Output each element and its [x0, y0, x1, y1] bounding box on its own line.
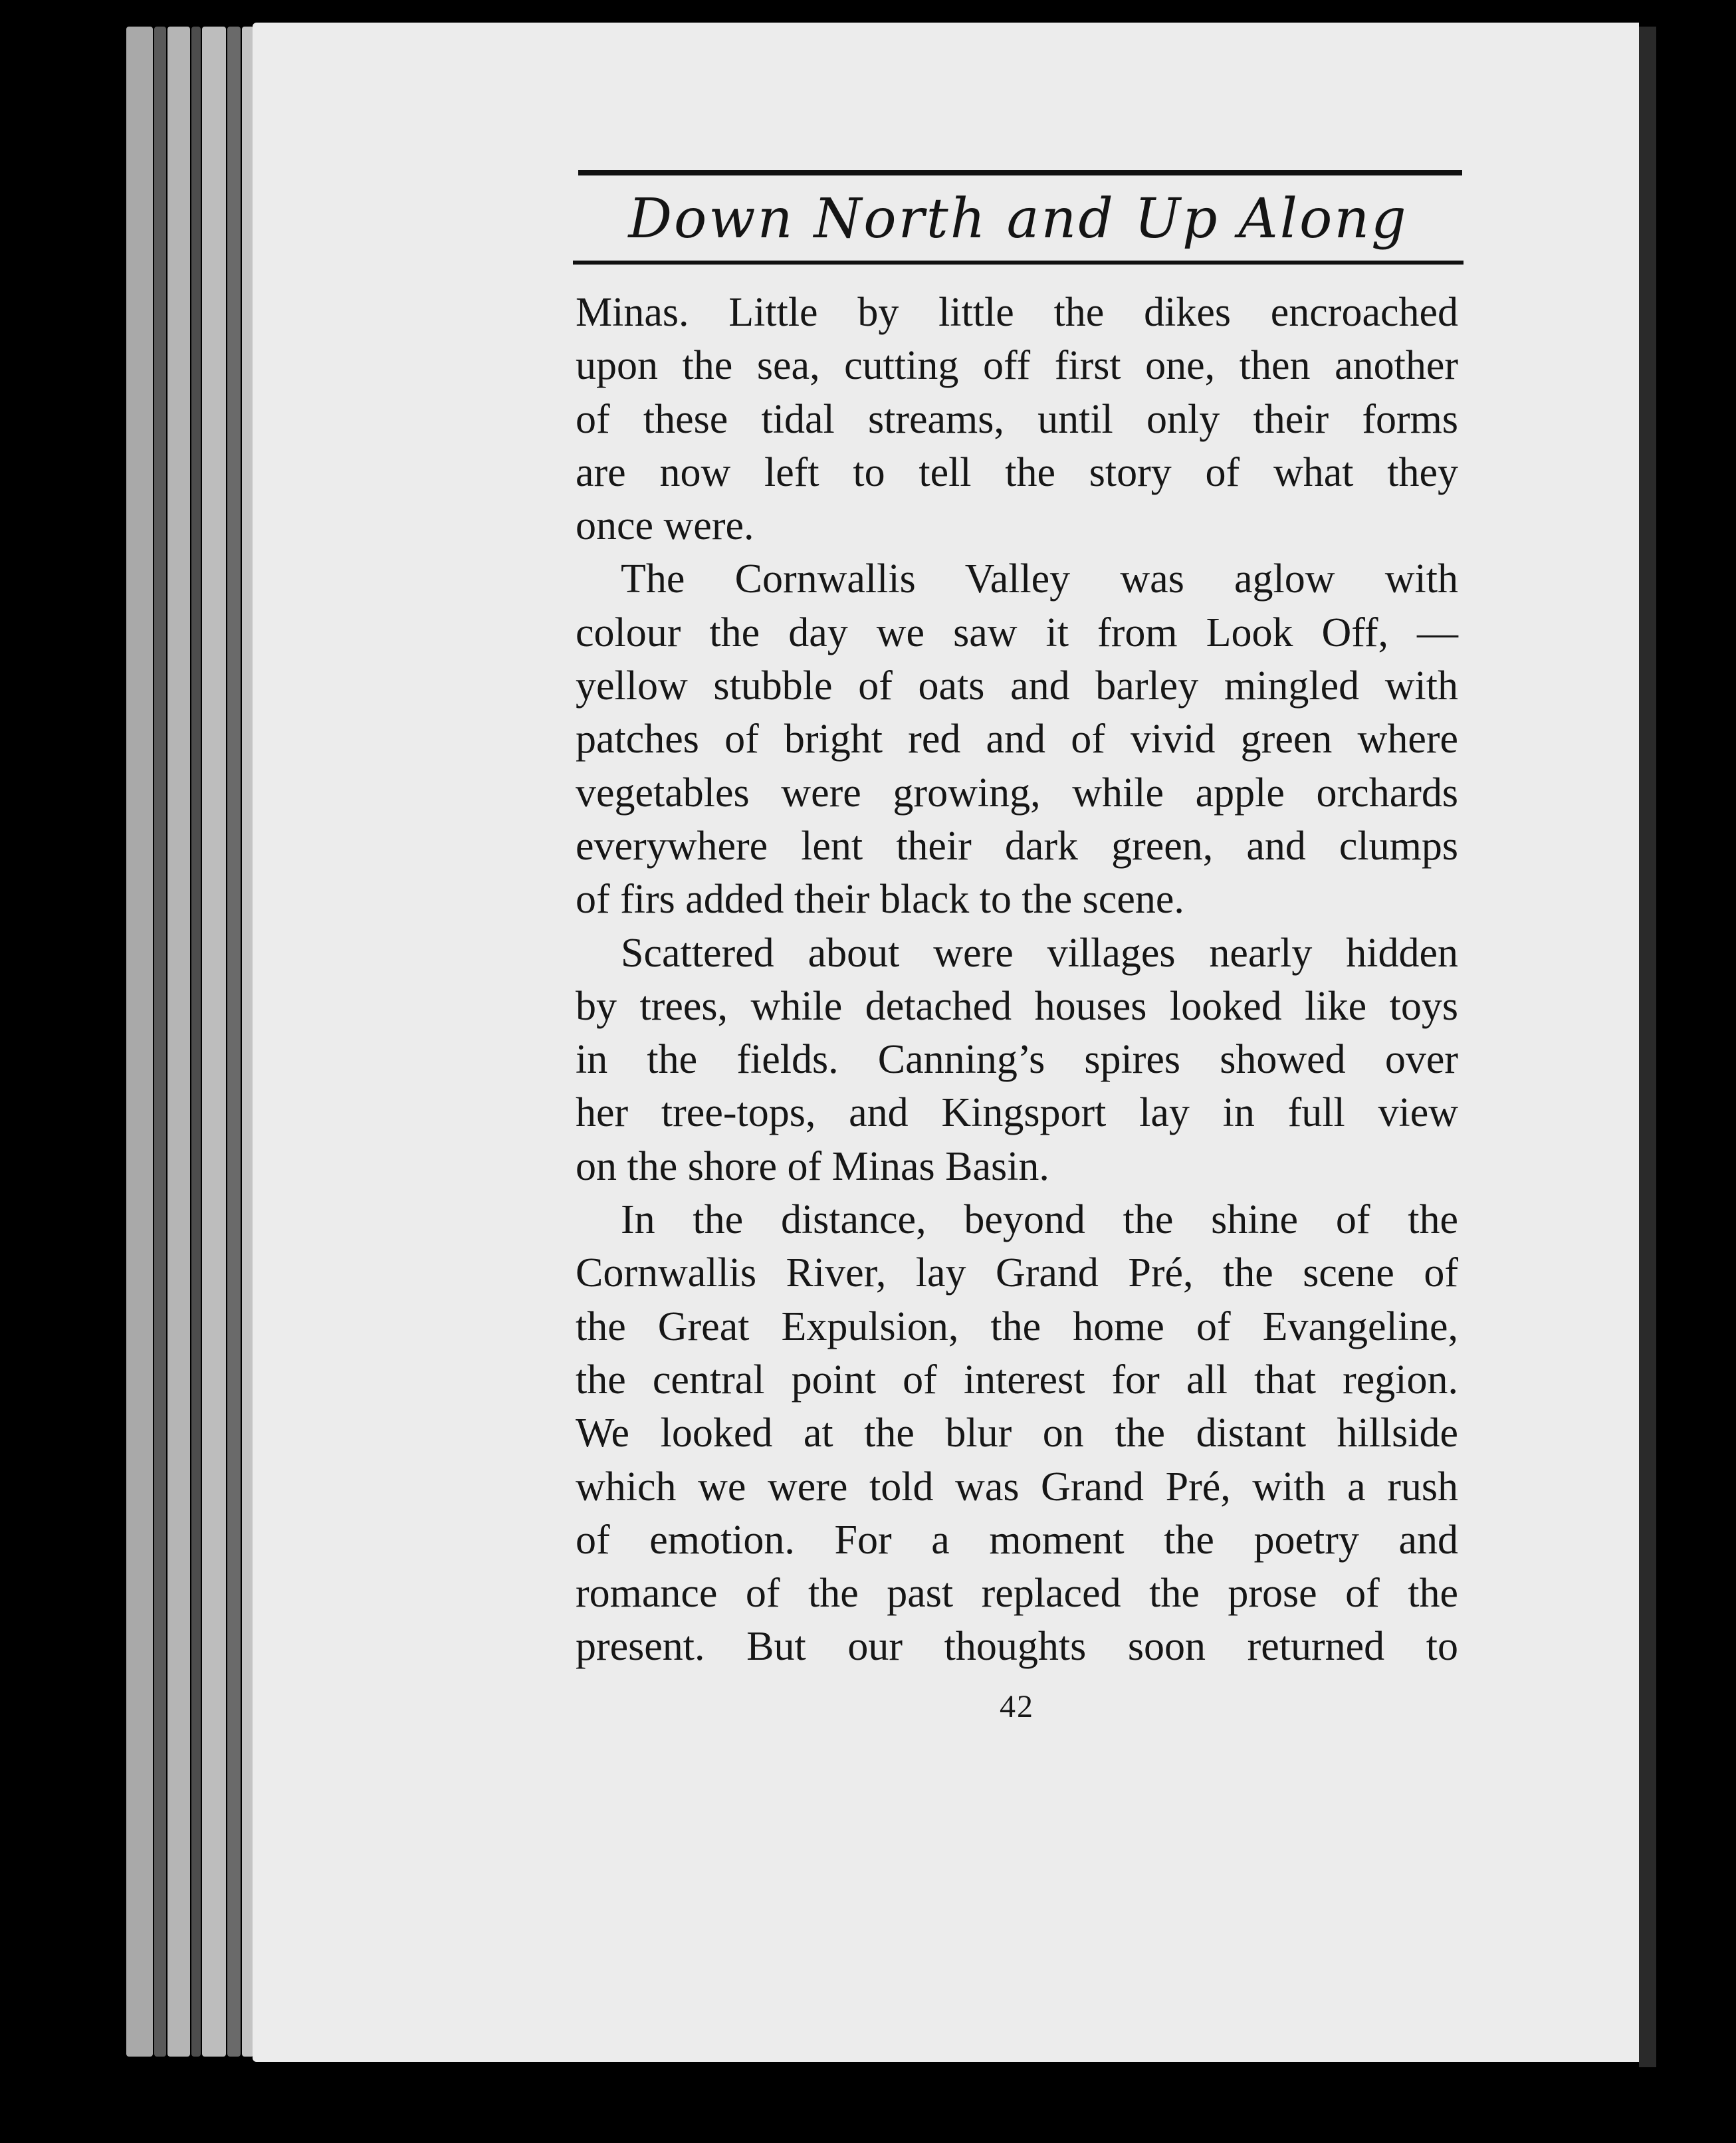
text-line: the Great Expulsion, the home of Evangeline,: [576, 1303, 1458, 1349]
paragraph: [576, 286, 1458, 552]
header-rule-top: [578, 170, 1462, 175]
text-line: on the shore of Minas Basin.: [576, 1143, 1049, 1189]
text-line: by trees, while detached houses looked like toys: [576, 983, 1458, 1029]
page-edge: [167, 27, 190, 2057]
text-line: vegetables were growing, while apple orchards: [576, 770, 1458, 816]
text-line: in the fields. Canning’s spires showed over: [576, 1037, 1458, 1083]
text-line: The Cornwallis Valley was aglow with: [621, 556, 1458, 602]
scan-border: [1656, 27, 1736, 2140]
text-line: of emotion. For a moment the poetry and: [576, 1517, 1458, 1563]
running-head: Down North and Up Along: [628, 187, 1408, 251]
paragraph: [576, 1193, 1458, 1674]
text-line: her tree-tops, and Kingsport lay in full view: [576, 1090, 1458, 1136]
text-line: yellow stubble of oats and barley mingled with: [576, 663, 1458, 709]
header-rule-bottom: [573, 261, 1464, 265]
page-number: 42: [1000, 1689, 1034, 1724]
text-line: present. But our thoughts soon returned to: [576, 1624, 1458, 1670]
page-edge: [191, 27, 201, 2057]
page-edge: [154, 27, 166, 2057]
binding-gutter: [1639, 27, 1656, 2067]
body-text: [576, 286, 1458, 1674]
text-line: upon the sea, cutting off first one, then another: [576, 343, 1458, 389]
page-edge: [126, 27, 153, 2057]
text-line: of these tidal streams, until only their forms: [576, 396, 1458, 442]
text-line: We looked at the blur on the distant hillside: [576, 1410, 1458, 1456]
text-line: once were.: [576, 503, 754, 549]
page-edge: [227, 27, 241, 2057]
page-edge: [202, 27, 226, 2057]
text-line: which we were told was Grand Pré, with a rush: [576, 1464, 1458, 1510]
text-line: Scattered about were villages nearly hidden: [621, 930, 1458, 976]
paragraph: [576, 552, 1458, 926]
text-line: Minas. Little by little the dikes encroached: [576, 290, 1458, 335]
text-line: the central point of interest for all that region.: [576, 1357, 1458, 1403]
text-line: patches of bright red and of vivid green where: [576, 717, 1458, 762]
text-line: Cornwallis River, lay Grand Pré, the scene of: [576, 1250, 1458, 1296]
text-line: everywhere lent their dark green, and clumps: [576, 823, 1458, 869]
text-line: colour the day we saw it from Look Off, —: [576, 610, 1458, 655]
paragraph: [576, 927, 1458, 1193]
text-line: In the distance, beyond the shine of the: [621, 1197, 1458, 1243]
text-line: romance of the past replaced the prose of the: [576, 1571, 1458, 1617]
text-line: of firs added their black to the scene.: [576, 877, 1184, 923]
text-line: are now left to tell the story of what they: [576, 449, 1458, 495]
